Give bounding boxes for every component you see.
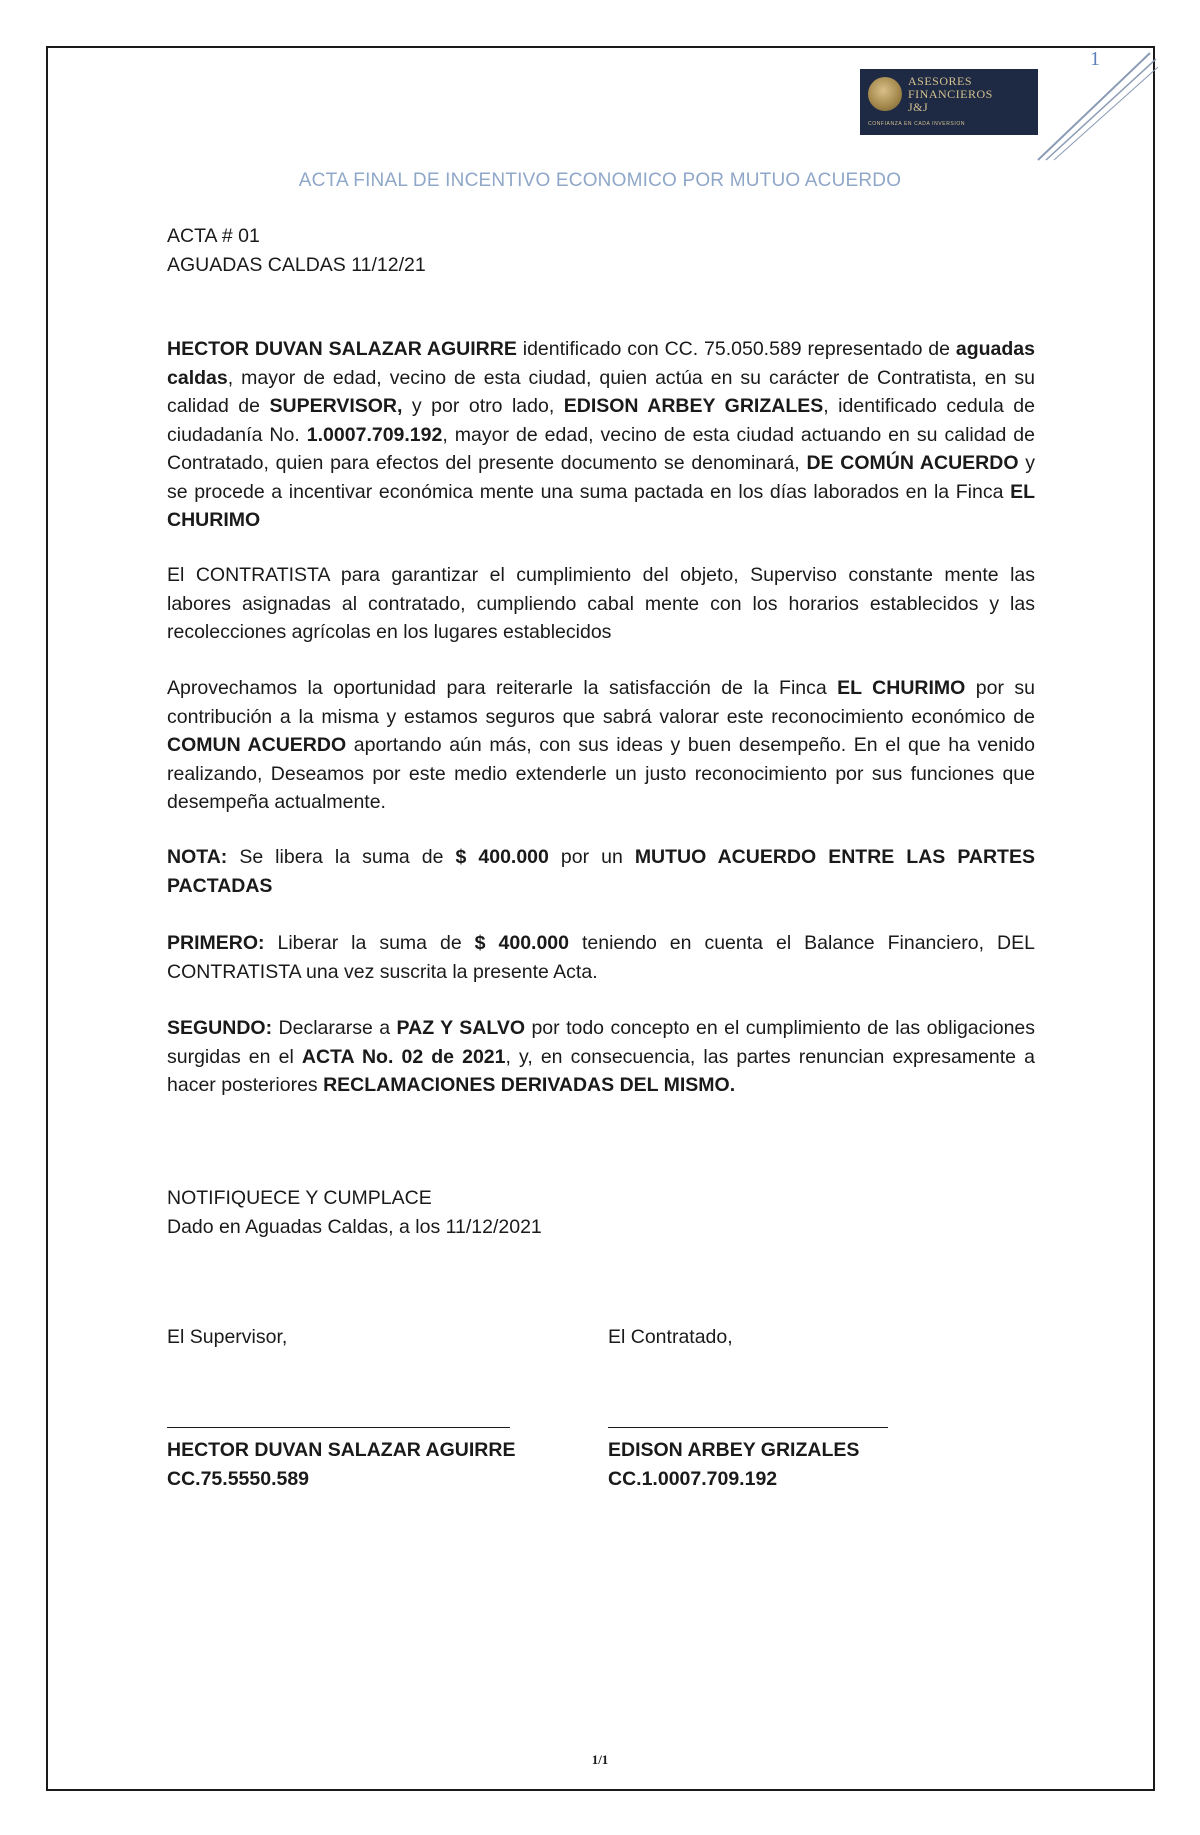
logo-text-line: J&J — [908, 100, 929, 114]
parties-paragraph — [167, 335, 1035, 535]
role: SUPERVISOR, — [269, 395, 403, 417]
farm-name: EL CHURIMO — [837, 677, 966, 699]
corner-decoration — [1030, 45, 1160, 165]
text-run: , mayor de edad, vecino de esta ciudad, quien actúa en su carácter de Contratista, en su calidad de — [167, 366, 1035, 417]
logo-tagline: CONFIANZA EN CADA INVERSION — [868, 121, 966, 127]
document-header — [167, 222, 1035, 279]
text-run: teniendo en cuenta el Balance Financiero, DEL CONTRATISTA una vez suscrita la presente Acta. — [167, 932, 1035, 983]
text-run: aportando aún más, con sus ideas y buen desempeño. En el que ha venido realizando, Deseamos por este medio extenderle un justo reconocimiento por sus funciones que desempeña actualmente. — [167, 734, 1035, 813]
contractor-signature-block — [608, 1436, 859, 1493]
contractor-signature-label: El Contratado, — [608, 1326, 733, 1348]
acta-number: ACTA # 01 — [167, 225, 260, 247]
nota-label: NOTA: — [167, 846, 228, 868]
closing-block — [167, 1184, 542, 1241]
place-date: AGUADAS CALDAS 11/12/21 — [167, 253, 426, 276]
primero-label: PRIMERO: — [167, 932, 265, 954]
text-run: por todo concepto en el cumplimiento de las obligaciones surgidas en el — [167, 1017, 1036, 1068]
supervisor-signature-id: CC.75.5550.589 — [167, 1467, 310, 1490]
contractor-paragraph: El CONTRATISTA para garantizar el cumplimiento del objeto, Superviso constante mente las labores asignadas al contratado, cumpliendo cabal mente con los horarios establecidos y las recolecciones agrícolas en los lugares establecidos — [167, 564, 1035, 643]
supervisor-signature-label: El Supervisor, — [167, 1326, 288, 1348]
claims-term: RECLAMACIONES DERIVADAS DEL MISMO. — [323, 1074, 736, 1096]
logo-text-line: FINANCIEROS — [908, 87, 993, 101]
supervisor-signature-block — [167, 1436, 515, 1493]
text-run: , y, en consecuencia, las partes renuncian expresamente a hacer posteriores — [167, 1045, 1035, 1096]
primero-paragraph — [167, 929, 1035, 986]
amount: $ 400.000 — [474, 932, 569, 954]
text-run: Declararse a — [272, 1017, 397, 1039]
page-border — [46, 46, 1155, 1791]
paz-y-salvo: PAZ Y SALVO — [396, 1017, 526, 1039]
farm-name: EL CHURIMO — [167, 480, 1035, 531]
page-number: 1 — [1090, 48, 1100, 70]
text-run: identificado con CC. 75.050.589 representado de — [516, 338, 956, 360]
text-run: Se libera la suma de — [227, 846, 456, 868]
segundo-label: SEGUNDO: — [167, 1017, 273, 1039]
nota-paragraph — [167, 843, 1035, 900]
company-logo — [860, 69, 1038, 135]
text-run: y se procede a incentivar económica mente una suma pactada en los días laborados en la Finca — [167, 452, 1036, 503]
text-run: Aprovechamos la oportunidad para reiterarle la satisfacción de la Finca — [167, 677, 838, 699]
text-run: , mayor de edad, vecino de esta ciudad actuando en su calidad de Contratado, quien para efectos del presente documento se denominará, — [167, 423, 1035, 474]
agreement-term: COMUN ACUERDO — [167, 734, 347, 756]
logo-text-line: ASESORES — [908, 74, 973, 88]
text-run: Liberar la suma de — [264, 932, 475, 954]
logo-emblem-icon — [868, 77, 902, 111]
text-run: por su contribución a la misma y estamos seguros que sabrá valorar este reconocimiento económico de — [167, 677, 1035, 728]
segundo-paragraph — [167, 1014, 1035, 1100]
contractor-signature-name: EDISON ARBEY GRIZALES — [608, 1439, 860, 1461]
text-run: , identificado cedula de ciudadanía No. — [167, 395, 1035, 446]
contractor-signature-id: CC.1.0007.709.192 — [608, 1467, 778, 1490]
contractor-signature-line — [608, 1427, 888, 1428]
contractor-id: 1.0007.709.192 — [306, 423, 443, 446]
supervisor-name: HECTOR DUVAN SALAZAR AGUIRRE — [167, 338, 517, 360]
text-run: y por otro lado, — [402, 395, 564, 417]
closing-line: NOTIFIQUECE Y CUMPLACE — [167, 1187, 432, 1209]
supervisor-signature-line — [167, 1427, 510, 1428]
document-title: ACTA FINAL DE INCENTIVO ECONOMICO POR MUTUO ACUERDO — [298, 170, 902, 191]
footer-page-number: 1/1 — [591, 1752, 609, 1767]
amount: $ 400.000 — [455, 846, 549, 868]
agreement-term: MUTUO ACUERDO ENTRE LAS PARTES PACTADAS — [167, 846, 1035, 897]
contractor-name: EDISON ARBEY GRIZALES — [563, 395, 824, 417]
closing-date-line: Dado en Aguadas Caldas, a los 11/12/2021 — [167, 1215, 542, 1238]
acta-reference: ACTA No. 02 de 2021 — [301, 1045, 506, 1068]
location: aguadas caldas — [167, 338, 1035, 389]
recognition-paragraph — [167, 674, 1035, 817]
supervisor-signature-name: HECTOR DUVAN SALAZAR AGUIRRE — [167, 1439, 516, 1461]
text-run: por un — [548, 846, 635, 868]
agreement-term: DE COMÚN ACUERDO — [806, 452, 1019, 474]
